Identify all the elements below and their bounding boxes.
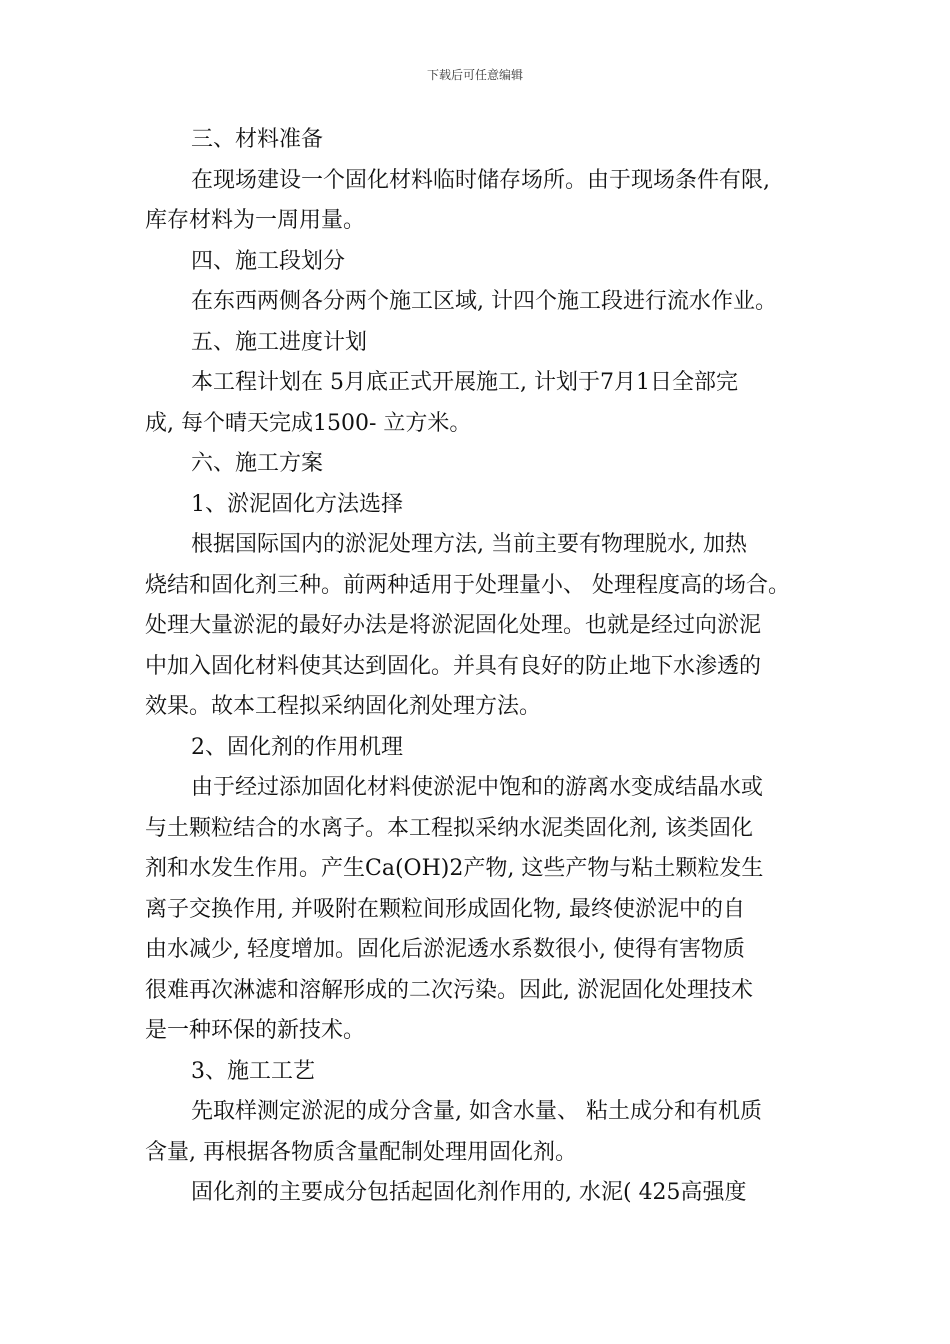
text-line: 本工程计划在 5月底正式开展施工, 计划于7月1日全部完 xyxy=(191,370,738,395)
text-line: 剂和水发生作用。产生Ca(OH)2产物, 这些产物与粘土颗粒发生 xyxy=(145,856,764,881)
text-line: 效果。故本工程拟采纳固化剂处理方法。 xyxy=(145,694,542,719)
text-line: 1、淤泥固化方法选择 xyxy=(191,491,403,517)
text-line: 根据国际国内的淤泥处理方法, 当前主要有物理脱水, 加热 xyxy=(191,532,747,557)
text-line: 3、施工工艺 xyxy=(191,1058,315,1084)
text-line: 六、施工方案 xyxy=(191,451,324,476)
page-header: 下载后可任意编辑 xyxy=(426,68,523,82)
text-line: 五、施工进度计划 xyxy=(191,329,368,355)
text-line: 2、固化剂的作用机理 xyxy=(191,734,403,760)
text-line: 含量, 再根据各物质含量配制处理用固化剂。 xyxy=(145,1139,577,1165)
text-line: 处理大量淤泥的最好办法是将淤泥固化处理。也就是经过向淤泥 xyxy=(145,613,762,638)
text-line: 烧结和固化剂三种。前两种适用于处理量小、 处理程度高的场合。 xyxy=(145,572,790,598)
text-line: 很难再次淋滤和溶解形成的二次污染。因此, 淤泥固化处理技术 xyxy=(145,977,753,1003)
text-line: 库存材料为一周用量。 xyxy=(145,208,366,233)
text-line: 成, 每个晴天完成1500- 立方米。 xyxy=(145,410,472,436)
text-line: 离子交换作用, 并吸附在颗粒间形成固化物, 最终使淤泥中的自 xyxy=(145,896,745,922)
text-line: 固化剂的主要成分包括起固化剂作用的, 水泥( 425高强度 xyxy=(191,1180,747,1205)
text-line: 先取样测定淤泥的成分含量, 如含水量、 粘土成分和有机质 xyxy=(191,1099,762,1124)
text-line: 是一种环保的新技术。 xyxy=(145,1018,366,1043)
text-line: 由于经过添加固化材料使淤泥中饱和的游离水变成结晶水或 xyxy=(191,775,764,800)
text-line: 与土颗粒结合的水离子。本工程拟采纳水泥类固化剂, 该类固化 xyxy=(145,815,753,841)
text-line: 在东西两侧各分两个施工区域, 计四个施工段进行流水作业。 xyxy=(191,289,777,314)
text-line: 四、施工段划分 xyxy=(191,248,346,274)
text-line: 由水减少, 轻度增加。固化后淤泥透水系数很小, 使得有害物质 xyxy=(145,937,745,962)
text-line: 三、材料准备 xyxy=(191,127,324,152)
document-body xyxy=(145,120,805,1214)
text-line: 在现场建设一个固化材料临时储存场所。由于现场条件有限, xyxy=(191,167,770,193)
text-line: 中加入固化材料使其达到固化。并具有良好的防止地下水渗透的 xyxy=(145,653,762,679)
